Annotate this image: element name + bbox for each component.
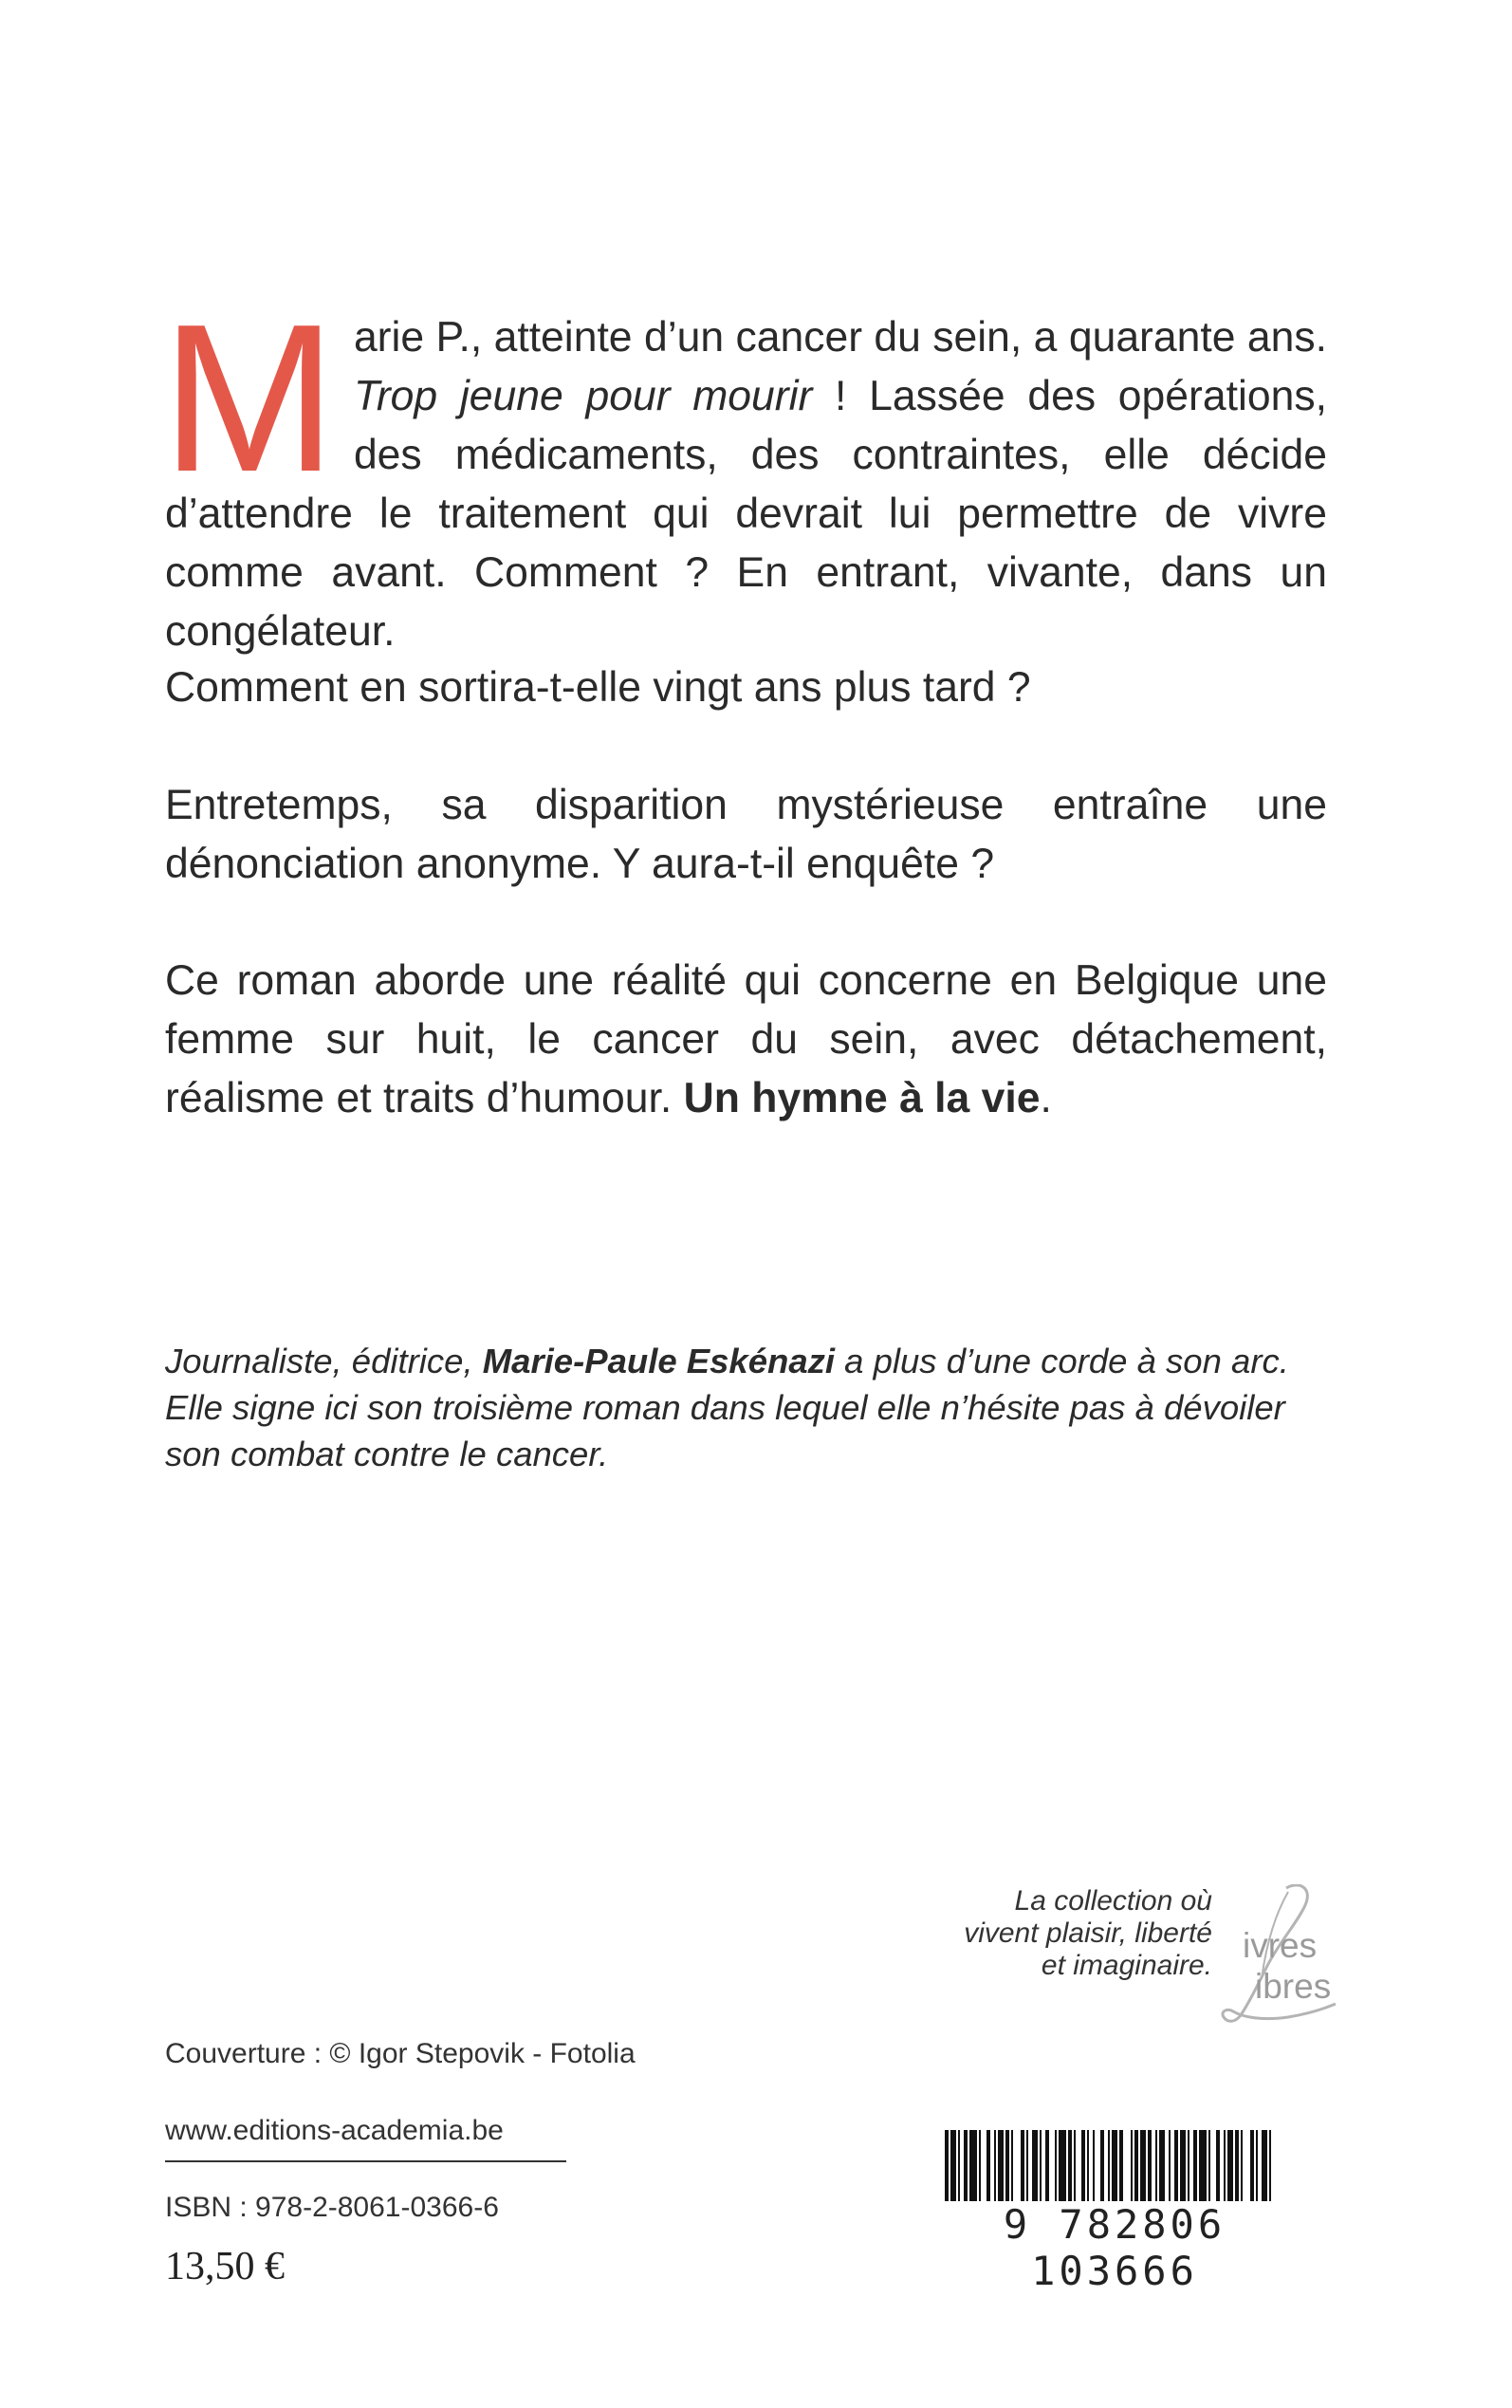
- drop-cap: M: [161, 281, 337, 516]
- publisher-website[interactable]: www.editions-academia.be: [165, 2115, 504, 2146]
- logo-word-livres: ivres: [1243, 1926, 1318, 1965]
- price: 13,50 €: [165, 2245, 285, 2288]
- bio-author-name: Marie-Paule Eskénazi: [482, 1342, 836, 1380]
- blurb-paragraph-2: Comment en sortira-t-elle vingt ans plus tard ?: [165, 664, 1031, 711]
- blurb-p4-bold: Un hymne à la vie: [683, 1075, 1041, 1121]
- blurb-p1-text-2: ! Lassée des opérations, des médicaments, des contraintes, elle décide d’attendre le traitement qui devrait lui permettre de vivre comme avant. Comment ? En entrant, vivante, dans un congélateur.: [165, 373, 1327, 655]
- cover-credit: Couverture : © Igor Stepovik - Fotolia: [165, 2038, 636, 2069]
- blurb-p1-text-1: arie P., atteinte d’un cancer du sein, a quarante ans.: [353, 314, 1327, 361]
- blurb-paragraph-3: Entretemps, sa disparition mystérieuse entraîne une dénonciation anonyme. Y aura-t-il enquête ?: [165, 782, 1327, 887]
- blurb-p4-text-2: .: [1040, 1075, 1052, 1121]
- tagline-line: et imaginaire.: [1041, 1950, 1212, 1981]
- bio-text-2: a plus d’une corde à son arc. Elle signe ici son troisième roman dans lequel elle n’hésite pas à dévoiler son combat contre le cancer.: [165, 1342, 1289, 1473]
- blurb-paragraph-4: [165, 952, 1327, 1128]
- isbn: ISBN : 978-2-8061-0366-6: [165, 2192, 499, 2223]
- blurb-paragraph-1: [161, 281, 1327, 661]
- tagline-line: vivent plaisir, liberté: [964, 1917, 1212, 1949]
- author-bio: [165, 1338, 1332, 1477]
- tagline-line: La collection où: [1014, 1885, 1212, 1917]
- barcode-number: 9 782806 103666: [934, 2201, 1295, 2294]
- website-underline: [165, 2160, 566, 2162]
- logo-word-libres: ibres: [1255, 1967, 1332, 2006]
- bio-text-1: Journaliste, éditrice,: [165, 1342, 483, 1380]
- collection-tagline: [918, 1885, 1212, 1982]
- blurb-p1-italic: Trop jeune pour mourir: [353, 373, 813, 419]
- blurb-p4-text-1: Ce roman aborde une réalité qui concerne en Belgique une femme sur huit, le cancer du sein, avec détachement, réalisme et traits d’humour.: [165, 957, 1327, 1121]
